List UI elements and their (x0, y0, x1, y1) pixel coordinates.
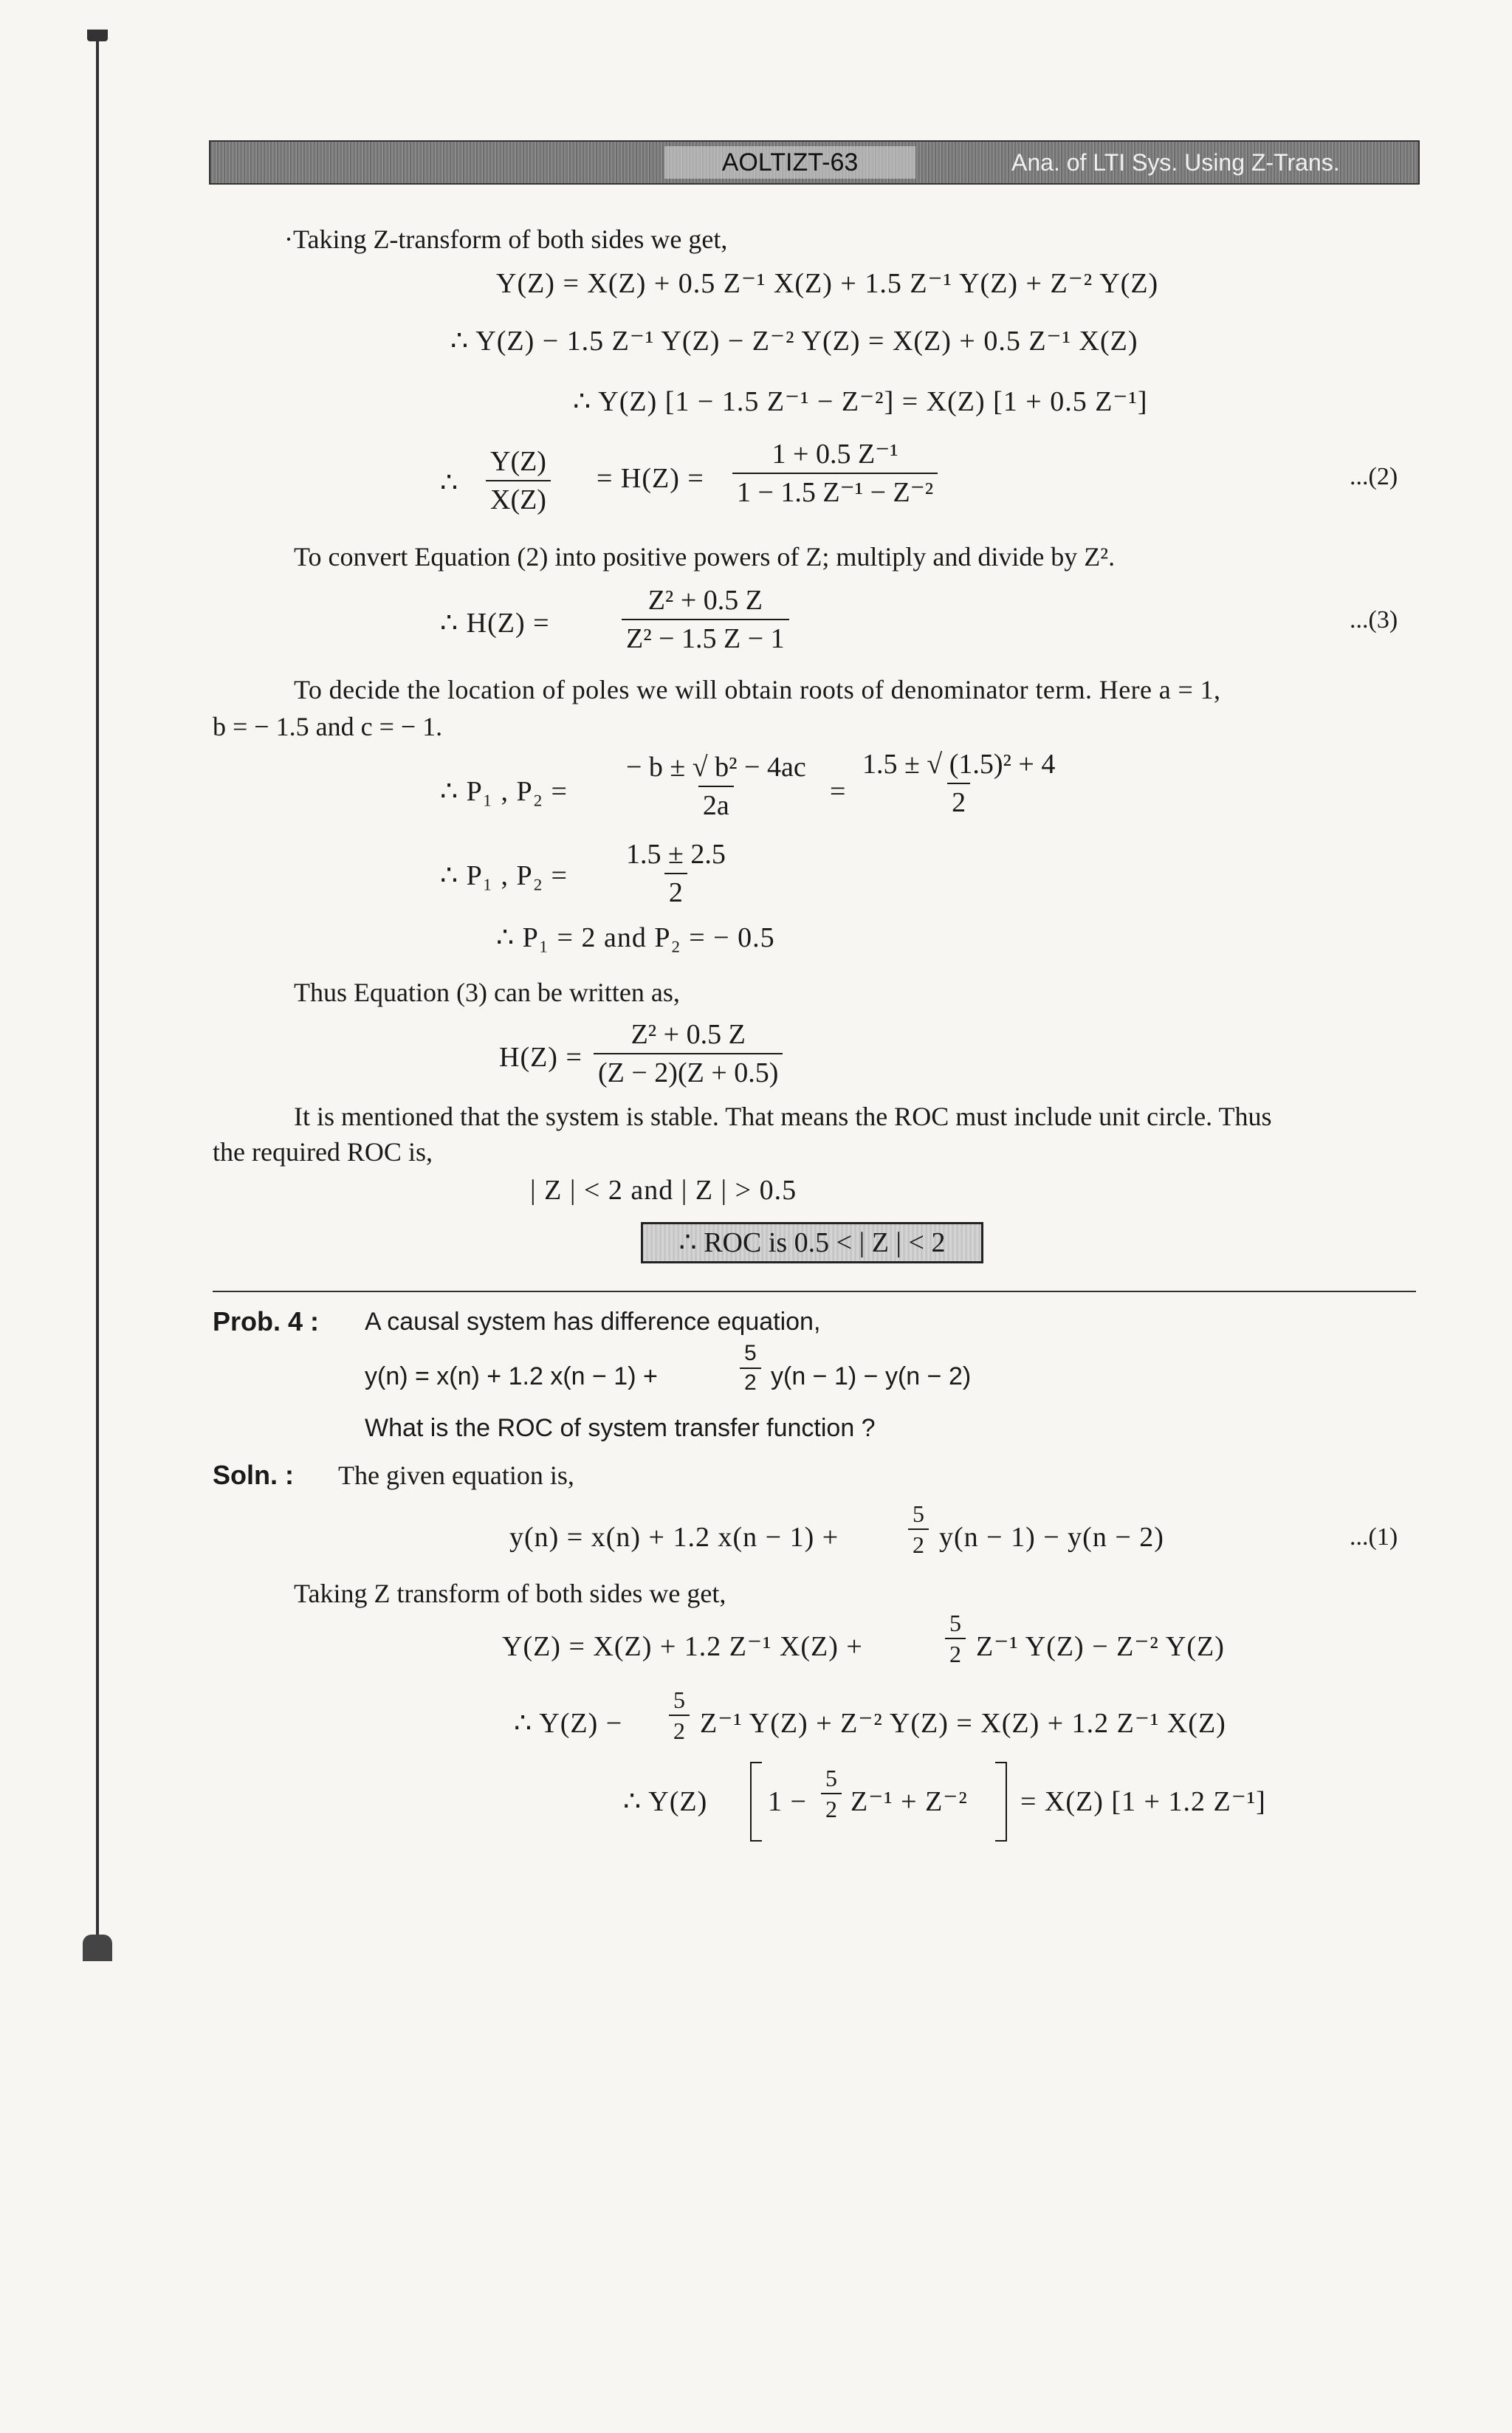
fraction-denominator: (Z − 2)(Z + 0.5) (594, 1053, 783, 1090)
roots-fraction (622, 837, 730, 910)
fraction-numerator: 5 (744, 1341, 757, 1365)
fraction-numerator: Z² + 0.5 Z (647, 585, 763, 616)
solution-equation-4a: ∴ Y(Z) (623, 1786, 708, 1817)
equation-6-lhs: ∴ P₁ , P₂ = (440, 776, 568, 807)
problem-question: What is the ROC of system transfer function ? (365, 1414, 876, 1442)
binding-bottom (83, 1935, 112, 1961)
solution-equation-4-fraction (821, 1765, 842, 1822)
difference-equation-b: y(n − 1) − y(n − 2) (771, 1362, 972, 1390)
header-section-title: Ana. of LTI Sys. Using Z-Trans. (1011, 149, 1340, 176)
fraction-denominator: 1 − 1.5 Z⁻¹ − Z⁻² (732, 473, 938, 509)
equation-3: ∴ Y(Z) [1 − 1.5 Z⁻¹ − Z⁻²] = X(Z) [1 + 0.5 Z⁻¹] (573, 386, 1148, 417)
binding-spine (96, 37, 99, 1957)
convert-text: To convert Equation (2) into positive powers of Z; multiply and divide by Z². (294, 542, 1116, 572)
fraction-numerator: 5 (949, 1610, 961, 1636)
fraction-numerator: 5 (673, 1686, 685, 1713)
fraction-numerator: 5 (913, 1500, 924, 1527)
left-bracket (750, 1762, 762, 1842)
equation-tag-1: ...(1) (1350, 1523, 1398, 1551)
fraction-denominator: 2 (821, 1793, 842, 1822)
equation-tag-3: ...(3) (1350, 606, 1398, 634)
equation-9-lhs: H(Z) = (499, 1042, 583, 1073)
solution-equation-3-fraction (669, 1686, 690, 1744)
solution-equation-3b: Z⁻¹ Y(Z) + Z⁻² Y(Z) = X(Z) + 1.2 Z⁻¹ X(Z) (700, 1708, 1226, 1739)
fraction-denominator: 2a (698, 786, 734, 823)
solution-equation-1a: y(n) = x(n) + 1.2 x(n − 1) + (509, 1522, 839, 1553)
difference-equation-fraction (740, 1341, 761, 1396)
solution-label: Soln. : (213, 1460, 294, 1490)
thus-text: Thus Equation (3) can be written as, (294, 978, 680, 1007)
fraction-y-over-x (486, 445, 551, 517)
solution-equation-3a: ∴ Y(Z) − (514, 1708, 623, 1739)
equation-2: ∴ Y(Z) − 1.5 Z⁻¹ Y(Z) − Z⁻² Y(Z) = X(Z) + 0.5 Z⁻¹ X(Z) (450, 326, 1138, 357)
fraction-numerator: − b ± √ b² − 4ac (626, 752, 806, 783)
equals-sign: = (830, 776, 847, 807)
fraction-numerator: 1.5 ± √ (1.5)² + 4 (862, 749, 1056, 780)
fraction-denominator: 2 (947, 783, 970, 820)
fraction-denominator: 2 (669, 1715, 690, 1744)
equation-5-lhs: ∴ H(Z) = (440, 608, 550, 639)
fraction-denominator: 2 (664, 873, 687, 910)
fraction-denominator: 2 (908, 1528, 929, 1558)
header-title: AOLTIZT-63 (664, 146, 915, 179)
solution-equation-4b: 1 − (768, 1786, 807, 1817)
poles-result: ∴ P₁ = 2 and P₂ = − 0.5 (496, 922, 775, 953)
solution-equation-2b: Z⁻¹ Y(Z) − Z⁻² Y(Z) (976, 1631, 1225, 1662)
fraction-denominator: 2 (945, 1638, 966, 1667)
quadratic-values-fraction (858, 747, 1059, 820)
fraction-numerator: Y(Z) (490, 446, 546, 477)
difference-equation-a: y(n) = x(n) + 1.2 x(n − 1) + (365, 1362, 658, 1390)
quadratic-formula-fraction (622, 750, 811, 823)
decide-text-2: b = − 1.5 and c = − 1. (213, 712, 443, 741)
solution-text: The given equation is, (338, 1461, 574, 1490)
right-bracket (995, 1762, 1007, 1842)
taking-z-text: Taking Z transform of both sides we get, (294, 1579, 726, 1608)
fraction-numerator: 1.5 ± 2.5 (626, 839, 726, 870)
fraction-numerator: Z² + 0.5 Z (630, 1019, 746, 1050)
equation-4-mid: = H(Z) = (597, 463, 704, 494)
solution-equation-1b: y(n − 1) − y(n − 2) (939, 1522, 1164, 1553)
fraction-denominator: Z² − 1.5 Z − 1 (622, 619, 789, 656)
equation-5-fraction (622, 583, 789, 656)
therefore-symbol: ∴ (440, 467, 459, 498)
roc-result-box: ∴ ROC is 0.5 < | Z | < 2 (641, 1222, 983, 1263)
problem-text: A causal system has difference equation, (365, 1308, 821, 1336)
section-divider (213, 1291, 1416, 1292)
stable-text-2: the required ROC is, (213, 1137, 433, 1167)
solution-equation-4d: = X(Z) [1 + 1.2 Z⁻¹] (1020, 1786, 1266, 1817)
fraction-numerator: 1 + 0.5 Z⁻¹ (772, 439, 898, 470)
equation-7-lhs: ∴ P₁ , P₂ = (440, 860, 568, 891)
solution-equation-2-fraction (945, 1610, 966, 1667)
stable-text-1: It is mentioned that the system is stable. That means the ROC must include unit circle. Thus (294, 1102, 1272, 1131)
solution-equation-4c: Z⁻¹ + Z⁻² (850, 1786, 968, 1817)
fraction-numerator: 5 (825, 1765, 837, 1791)
solution-equation-1-fraction (908, 1500, 929, 1558)
transfer-function-fraction (732, 437, 938, 509)
decide-text-1: To decide the location of poles we will obtain roots of denominator term. Here a = 1, (294, 675, 1221, 704)
equation-1: Y(Z) = X(Z) + 0.5 Z⁻¹ X(Z) + 1.5 Z⁻¹ Y(Z) + Z⁻² Y(Z) (496, 268, 1159, 299)
factored-transfer-fraction (594, 1018, 783, 1090)
fraction-denominator: X(Z) (486, 480, 551, 517)
solution-equation-2a: Y(Z) = X(Z) + 1.2 Z⁻¹ X(Z) + (502, 1631, 863, 1662)
equation-tag-2: ...(2) (1350, 463, 1398, 490)
intro-text: ·Taking Z-transform of both sides we get, (284, 224, 728, 254)
problem-label: Prob. 4 : (213, 1306, 320, 1336)
roc-inequality: | Z | < 2 and | Z | > 0.5 (530, 1175, 797, 1206)
fraction-denominator: 2 (740, 1368, 761, 1396)
